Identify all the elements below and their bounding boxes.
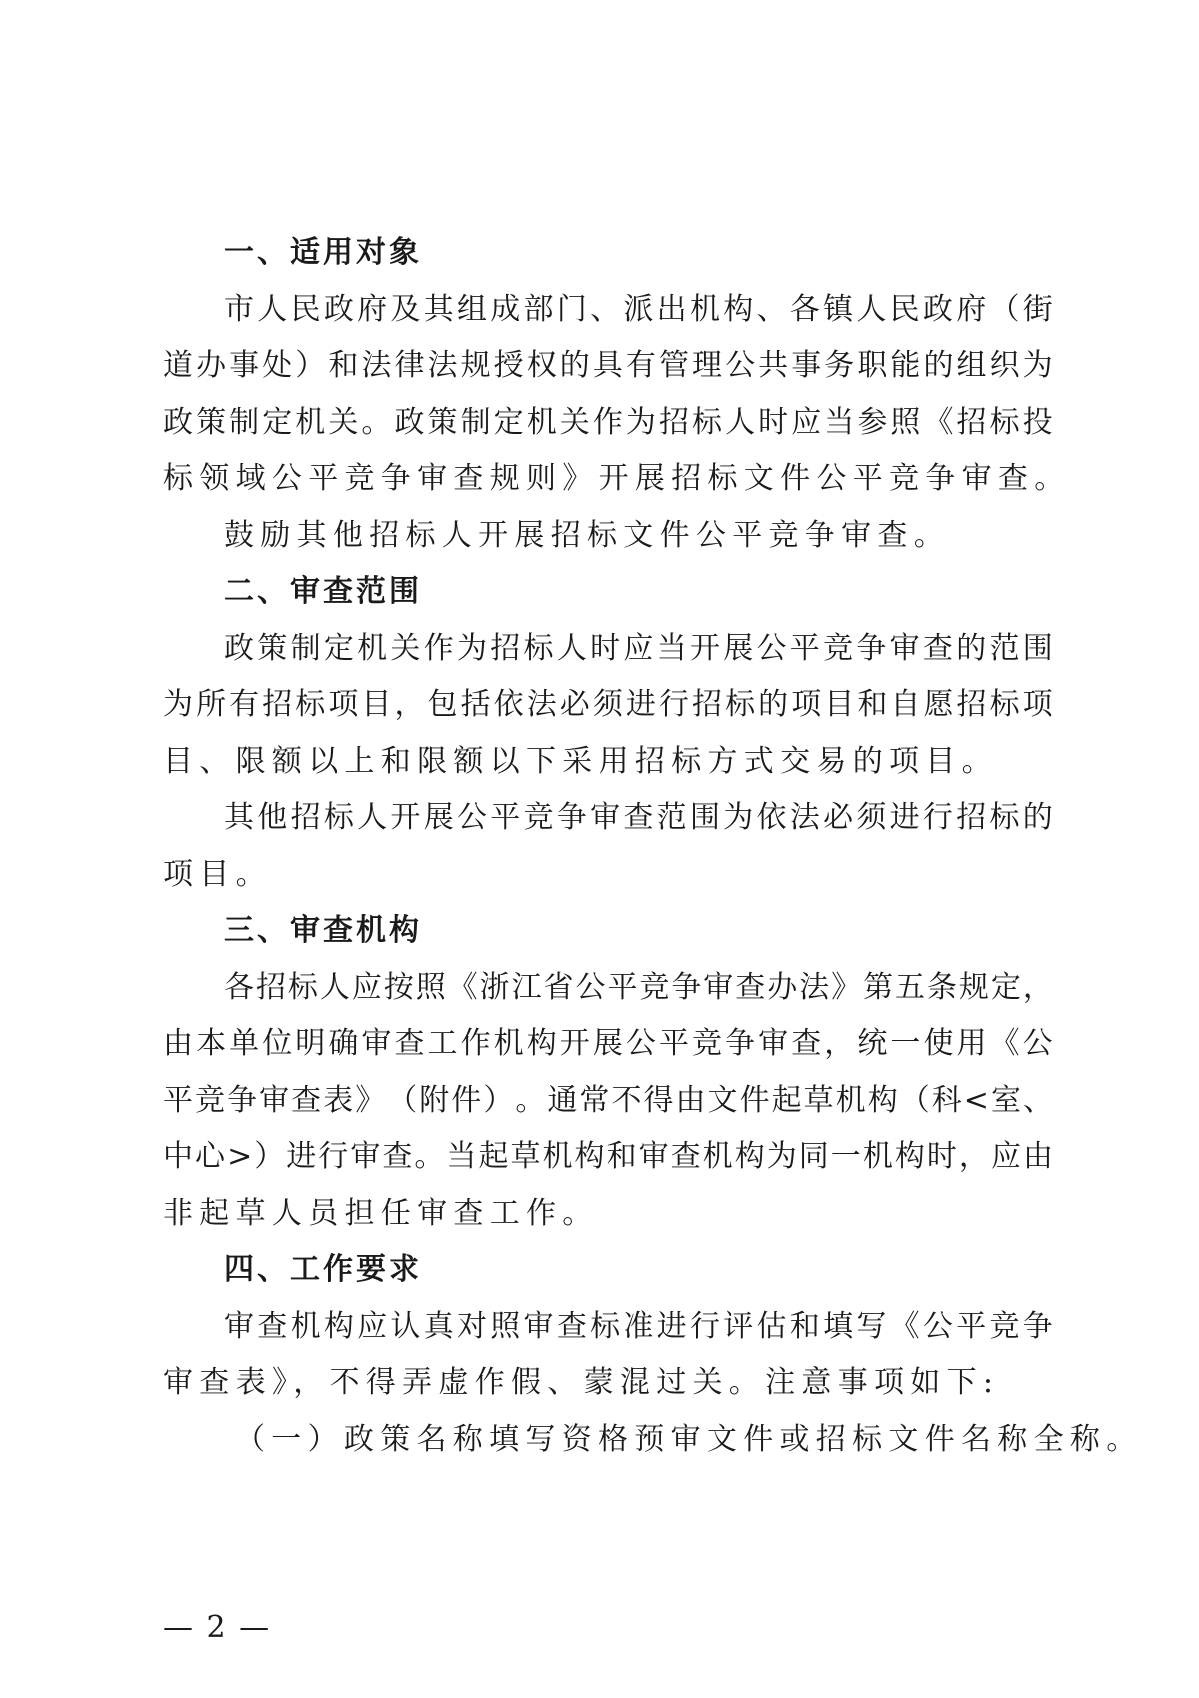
paragraph-line: 道 办 事 处 ） 和 法 律 法 规 授 权 的 具 有 管 理 公 共 事 务 职 能 的 组 织 为 bbox=[163, 348, 1053, 383]
paragraph-line: 审查表》，不得弄虚作假、蒙混过关。注意事项如下: bbox=[163, 1365, 1000, 1400]
sub-item-line: （一）政策名称填写资格预审文件或招标文件名称全称。 bbox=[235, 1421, 1143, 1457]
paragraph-line: 目、限额以上和限额以下采用招标方式交易的项目。 bbox=[163, 743, 998, 779]
paragraph-line: 政 策 制 定 机 关 。 政 策 制 定 机 关 作 为 招 标 人 时 应 当 参 照 《 招 标 投 bbox=[163, 404, 1053, 440]
paragraph-line: 市 人 民 政 府 及 其 组 成 部 门 、 派 出 机 构 、 各 镇 人 民 政 府 （ 街 bbox=[224, 291, 1053, 327]
paragraph-line: 项目。 bbox=[163, 856, 272, 892]
paragraph-line: 标领域公平竞争审查规则》开展招标文件公平竞争审查。 bbox=[163, 461, 1071, 496]
paragraph-line: 各 招 标 人 应 按 照 《 浙 江 省 公 平 竞 争 审 查 办 法 》 第 五 条 规 定 ， bbox=[224, 969, 1053, 1005]
document-body bbox=[163, 225, 1143, 1468]
paragraph-line: 非起草人员担任审查工作。 bbox=[163, 1195, 599, 1231]
paragraph-line: 政 策 制 定 机 关 作 为 招 标 人 时 应 当 开 展 公 平 竞 争 审 查 的 范 围 bbox=[224, 630, 1053, 666]
paragraph-line: 平 竞 争 审 查 表 》 （ 附 件 ） 。 通 常 不 得 由 文 件 起 草 机 构 （ 科 < 室 、 bbox=[163, 1082, 1053, 1118]
paragraph-line: 中 心 > ） 进 行 审 查 。 当 起 草 机 构 和 审 查 机 构 为 同 一 机 构 时 ， 应 由 bbox=[163, 1139, 1053, 1174]
section-heading: 三、审查机构 bbox=[224, 913, 422, 948]
paragraph-line: 其 他 招 标 人 开 展 公 平 竞 争 审 查 范 围 为 依 法 必 须 进 行 招 标 的 bbox=[224, 800, 1053, 835]
page-number: — 2 — bbox=[163, 1610, 272, 1645]
paragraph-line: 由 本 单 位 明 确 审 查 工 作 机 构 开 展 公 平 竞 争 审 查 ， 统 一 使 用 《 公 bbox=[163, 1026, 1053, 1061]
section-heading: 二、审查范围 bbox=[224, 574, 422, 609]
paragraph-line: 审 查 机 构 应 认 真 对 照 审 查 标 准 进 行 评 估 和 填 写 《 公 平 竞 争 bbox=[224, 1308, 1053, 1344]
section-heading: 四、工作要求 bbox=[224, 1252, 422, 1287]
paragraph-line: 为 所 有 招 标 项 目 ， 包 括 依 法 必 须 进 行 招 标 的 项 目 和 自 愿 招 标 项 bbox=[163, 687, 1053, 722]
section-heading: 一、适用对象 bbox=[224, 235, 422, 270]
paragraph-line: 鼓励其他招标人开展招标文件公平竞争审查。 bbox=[224, 517, 950, 553]
